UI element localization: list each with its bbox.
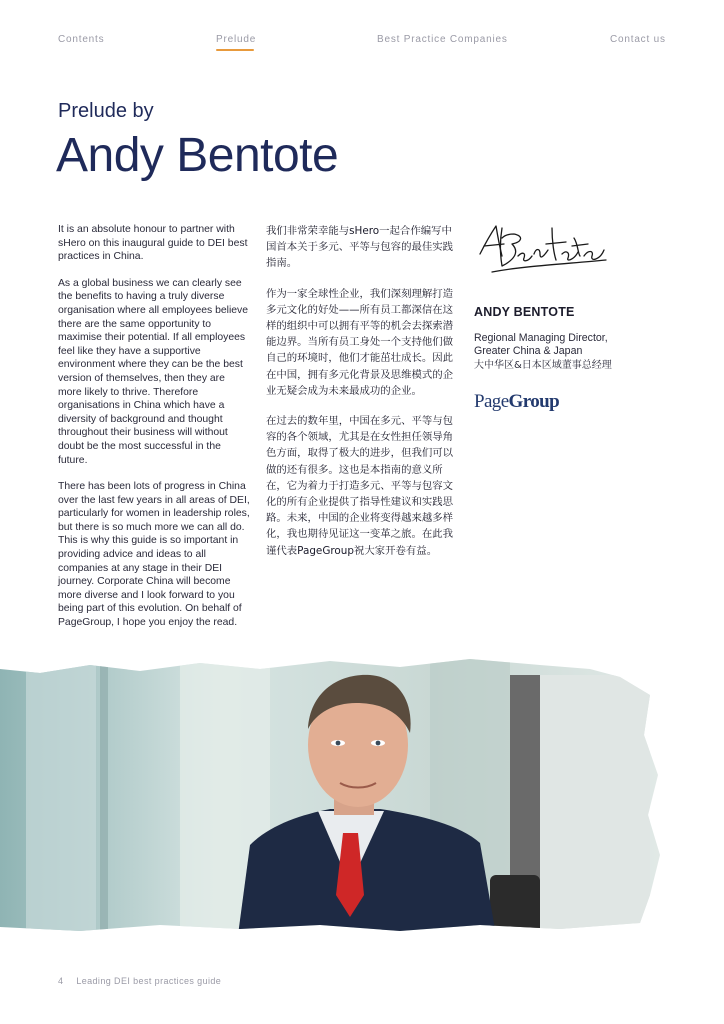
logo-page: Page [474,391,509,412]
page-title: Andy Bentote [56,129,339,182]
section-kicker: Prelude by [58,100,154,122]
chinese-paragraph: 作为一家全球性企业，我们深刻理解打造多元文化的好处——所有员工都深信在这样的组织中可以拥有平等的机会去探索潜能边界。当所有员工身处一个支持他们做自己的环境时，他们才能茁壮成长。因此在中国，拥有多元化背景及思维模式的企业无疑会成为未来最成功的企业。 [266,287,454,397]
signatory-name: ANDY BENTOTE [474,305,575,319]
english-column [58,223,250,643]
logo-group: Group [508,391,560,412]
chinese-paragraph: 我们非常荣幸能与sHero一起合作编写中国首本关于多元、平等与包容的最佳实践指南。 [266,225,454,270]
pagegroup-logo [474,391,559,413]
chinese-paragraph: 在过去的数年里，中国在多元、平等与包容的各个领域，尤其是在女性担任领导角色方面，取得了极大的进步，但我们可以做的还有很多。这也是本指南的意义所在，它为着力于打造多元、平等与包容文化的所有企业提供了指导性建议和实践思路。未来，中国的企业将变得越来越多样化，我也期待见证这一变革之旅。在此我谨代表PageGroup祝大家开卷有益。 [266,415,454,557]
nav-contents[interactable]: Contents [58,34,105,45]
nav-best-practice-companies[interactable]: Best Practice Companies [377,34,508,45]
english-paragraph: As a global business we can clearly see the benefits to having a truly diverse organisation where all employees believe there are the same opportunity to maximise their potential. If all employees feel like they have a supportive environment where they can be the best version of themselves, then they are more likely to thrive. Therefore organisations in China which have a diversity of background and thought throughout their business will without doubt be the most successful in the future. [58,277,249,466]
active-nav-underline [216,49,254,51]
guide-title: Leading DEI best practices guide [76,976,222,986]
english-paragraph: There has been lots of progress in China over the last few years in all areas of DEI, particularly for women in leadership roles, but there is so much more we can all do. This is why this guide is so important in providing advice and ideas to all companies at any stage in their DEI journey. Corporate China will become more diverse and I look forward to you being part of this evolution. On behalf of PageGroup, I hope you enjoy the read. [58,481,250,629]
signatory-role [474,332,644,372]
handwritten-signature [474,214,614,284]
page-footer [58,976,231,986]
portrait-photo [0,655,724,935]
page-number: 4 [58,976,64,986]
chinese-column [266,223,458,573]
top-navigation [0,34,724,54]
english-paragraph: It is an absolute honour to partner with sHero on this inaugural guide to DEI best practices in China. [58,224,248,263]
role-line-chinese: 大中华区&日本区域董事总经理 [474,359,612,371]
role-line: Regional Managing Director, [474,332,608,344]
role-line: Greater China & Japan [474,345,583,358]
nav-contact-us[interactable]: Contact us [610,34,666,45]
nav-prelude[interactable]: Prelude [216,34,257,45]
